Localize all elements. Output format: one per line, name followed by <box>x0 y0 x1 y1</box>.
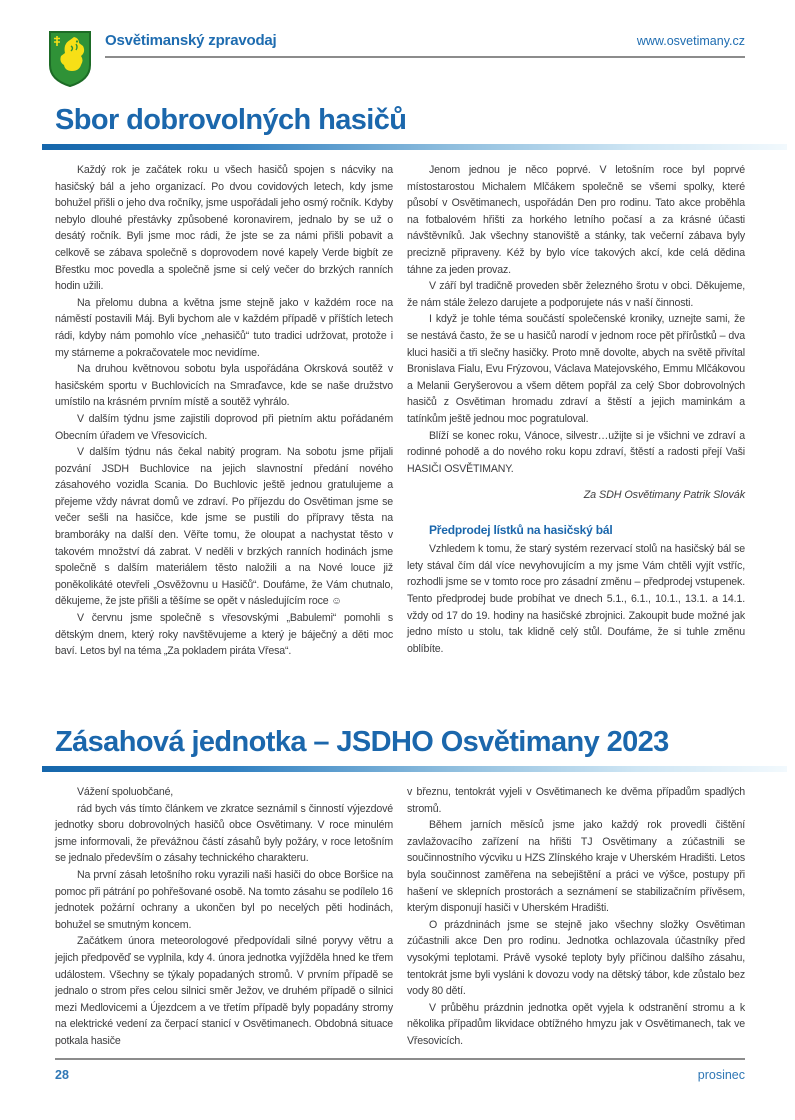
paragraph: Vzhledem k tomu, že starý systém rezervací stolů na hasičský bál se lety stával čím dál více nevyhovujícím a my jsme Vám chtěli vyjít vstříc, rozhodli jsme se v tomto roce pro zásadní změnu – předprodej vstupenek. Tento předprodej bude probíhat ve dnech 5.1., 6.1., 10.1., 13.1. a 14.1. vždy od 17 do 19. hodiny na hasičské zbrojnici. Zakoupit bude možné jak jedno místo u stolu, tak klidně celý stůl. Doufáme, že si tuhle změnu oblíbíte. <box>407 543 745 655</box>
paragraph: Během jarních měsíců jsme jako každý rok provedli čištění zavlažovacího zařízení na hřišti TJ Osvětimany a zúčastnili se součinnostního výcviku u HZS Zlínského kraje v Uherském Hradišti. Letos byla součinnost zaměřena na sebejištění a práci ve výšce, postupy při hašení ve sklepních prostorách a seznámení se stabilizačním přívěsem, kterým disponují hasiči v Uherském Hradišti. <box>407 819 745 915</box>
coat-of-arms-logo <box>47 30 93 88</box>
paragraph: Na druhou květnovou sobotu byla uspořádána Okrsková soutěž v hasičském sportu v Buchlovicích na Smraďavce, kde se naše družstvo umístilo na krásném prvním místě a soutěž vyhrálo. <box>55 363 393 409</box>
paragraph: Blíží se konec roku, Vánoce, silvestr…užijte si je všichni ve zdraví a rodinné pohodě a do nového roku kopu zdraví, štěstí a radosti přejí Vaši HASIČI OSVĚTIMANY. <box>407 429 745 475</box>
article2-right-column <box>407 784 745 1076</box>
paragraph: Na první zásah letošního roku vyrazili naši hasiči do obce Boršice na pomoc při pátrání po pohřešované osobě. Na tomto zásahu se podílelo 16 jednotek požární ochrany a ukončen byl po necelých pěti hodinách, bohužel se smutným koncem. <box>55 868 393 931</box>
paragraph: Na přelomu dubna a května jsme stejně jako v každém roce na náměstí postavili Máj. Byli bychom ale v každém případě v příštích letech rádi, kdyby nám pomohlo více „nehasičů“ tuto tradici udržovat, protože i my stárneme a pokračovatele moc nevidíme. <box>55 296 393 359</box>
page-header <box>55 28 745 88</box>
article2-title: Zásahová jednotka – JSDHO Osvětimany 2023 <box>55 726 669 758</box>
paragraph: Vážení spoluobčané, <box>77 786 174 798</box>
article2-title-underline-bar <box>42 766 787 772</box>
article1-title-underline-bar <box>42 144 787 150</box>
page-footer <box>55 1058 745 1082</box>
header-text-block <box>105 28 745 58</box>
presale-subheading: Předprodej lístků na hasičský bál <box>429 523 613 538</box>
paragraph: I když je tohle téma součástí společenské kroniky, uznejte sami, že se nestává často, že se u hasičů narodí v jednom roce pět přírůstků – dva kluci hasiči a tři slečny hasičky. Proto mně dovolte, abych na světě přivítal Bronislava Fialu, Evu Frýzovou, Václava Matejovského, Emmu Mlčákovou a Melanii Geryšerovou a všem dětem popřál za celý Sbor dobrovolných hasičů z Osvětiman hromadu zdraví a štěstí a jejich maminkám a tatínkům ještě jednou moc pogratuloval. <box>407 313 745 425</box>
footer-divider <box>55 1058 745 1060</box>
article2-columns <box>55 784 745 1076</box>
article1-signature: Za SDH Osvětimany Patrik Slovák <box>583 489 745 502</box>
website-link[interactable]: www.osvetimany.cz <box>636 34 745 48</box>
article2-left-column <box>55 784 393 1076</box>
article1-columns <box>55 162 745 710</box>
paragraph: Každý rok je začátek roku u všech hasičů spojen s nácviky na hasičský bál a jeho organizací. Po dvou covidových letech, kdy jsme bohužel přišli o jeho dva ročníky, jsme uspořádali jeho osmý ročník. Kdyby nebylo dlouhé přestávky způsobené koronavirem, jednalo by se už o desátý ročník. Byli jsme moc rádi, že jste se za námi přišli pobavit a celkově se zábava společně s doprovodem nové kapely Verde bigbít ze Břestku moc povedla a společně jsme si celý večer do brzkých ranních hodin užili. <box>55 164 393 293</box>
issue-month: prosinec <box>697 1068 745 1082</box>
paragraph: V průběhu prázdnin jednotka opět vyjela k odstranění stromu a k několika případům likvidace obtížného hmyzu jak v Osvětimanech, tak ve Vřesovicích. <box>407 1001 745 1047</box>
paragraph: Začátkem února meteorologové předpovídali silné poryvy větru a jejich předpověď se vyplnila, kdy 4. února jednotka vyjížděla hned ke třem událostem. Všechny se týkaly popadaných stromů. V prvním případě se jednalo o strom přes celou silnici směr Ježov, ve druhém případě o silnici mezi Medlovicemi a Újezdcem a ve třetím případě byly popadány stromy na elektrické vedení za čerpací stanicí v Osvětimanech. Obdobná situace potkala hasiče <box>55 935 393 1047</box>
paragraph: rád bych vás tímto článkem ve zkratce seznámil s činností výjezdové jednotky sboru dobrovolných hasičů obce Osvětimany. V roce minulém jsme informovali, že převážnou částí zásahů byly požáry, v roce letošním se jednalo především o zásahy technického charakteru. <box>55 802 393 865</box>
page-number: 28 <box>55 1068 69 1082</box>
header-divider <box>105 56 745 58</box>
article1-title: Sbor dobrovolných hasičů <box>55 104 407 136</box>
paragraph: V září byl tradičně proveden sběr železného šrotu v obci. Děkujeme, že nám stále železo darujete a podporujete nás v naší činnosti. <box>407 280 745 309</box>
article1-left-column <box>55 162 393 710</box>
paragraph: V červnu jsme společně s vřesovskými „Babulemi“ pomohli s dětským dnem, který roky navštěvujeme a který je báječný a děti moc baví. Letos byl na téma „Za pokladem piráta Vřesa“. <box>55 612 393 658</box>
paragraph: O prázdninách jsme se stejně jako všechny složky Osvětiman zúčastnili akce Den pro rodinu. Jednotka ochlazovala účastníky před vysokými teplotami. Právě vysoké teploty byly příčinou dalšího zásahu, tentokrát jsme byli vysláni k dovozu vody na dětský tábor, kde zůstalo bez vody 80 dětí. <box>407 918 745 998</box>
newsletter-title: Osvětimanský zpravodaj <box>105 32 277 49</box>
paragraph: V dalším týdnu nás čekal nabitý program. Na sobotu jsme přijali pozvání JSDH Buchlovice na jejich slavnostní předání nového zásahového vozidla Scania. Do Buchlovic ještě jednou gratulujeme a přejeme vždy návrat domů ve zdraví. Po příjezdu do Osvětiman jsme se večer sešli na hasičce, kde jsme se pustili do přípravy těsta na bramboráky na další den. Věřte tomu, že oloupat a nachystat těsto v takovém množství dá zabrat. V neděli v brzkých ranních hodinách jsme společně s dalším materiálem těsto naložili a na Nové louce již poněkolikáté otevřeli „Osvěžovnu u Hasičů“. Doufáme, že Vám chutnalo, děkujeme, že jste přišli a těšíme se opět v následujícím roce ☺ <box>55 446 393 608</box>
paragraph: Jenom jednou je něco poprvé. V letošním roce byl poprvé místostarostou Michalem Mlčákem společně se všemi spolky, které působí v Osvětimanech, uspořádán Den pro rodinu. Tato akce proběhla na fotbalovém hřišti za horkého letního počasí a za krásné účasti návštěvníků. Jak všechny stanoviště a stánky, tak večerní zábava byly precizně připraveny. Kéž by bylo více takových akcí, kde celá dědina táhne za jeden provaz. <box>407 164 745 276</box>
paragraph: v březnu, tentokrát vyjeli v Osvětimanech ke dvěma případům spadlých stromů. <box>407 786 745 815</box>
article1-right-column <box>407 162 745 710</box>
paragraph: V dalším týdnu jsme zajistili doprovod při pietním aktu pořádaném Obecním úřadem ve Vřesovicích. <box>55 412 393 442</box>
